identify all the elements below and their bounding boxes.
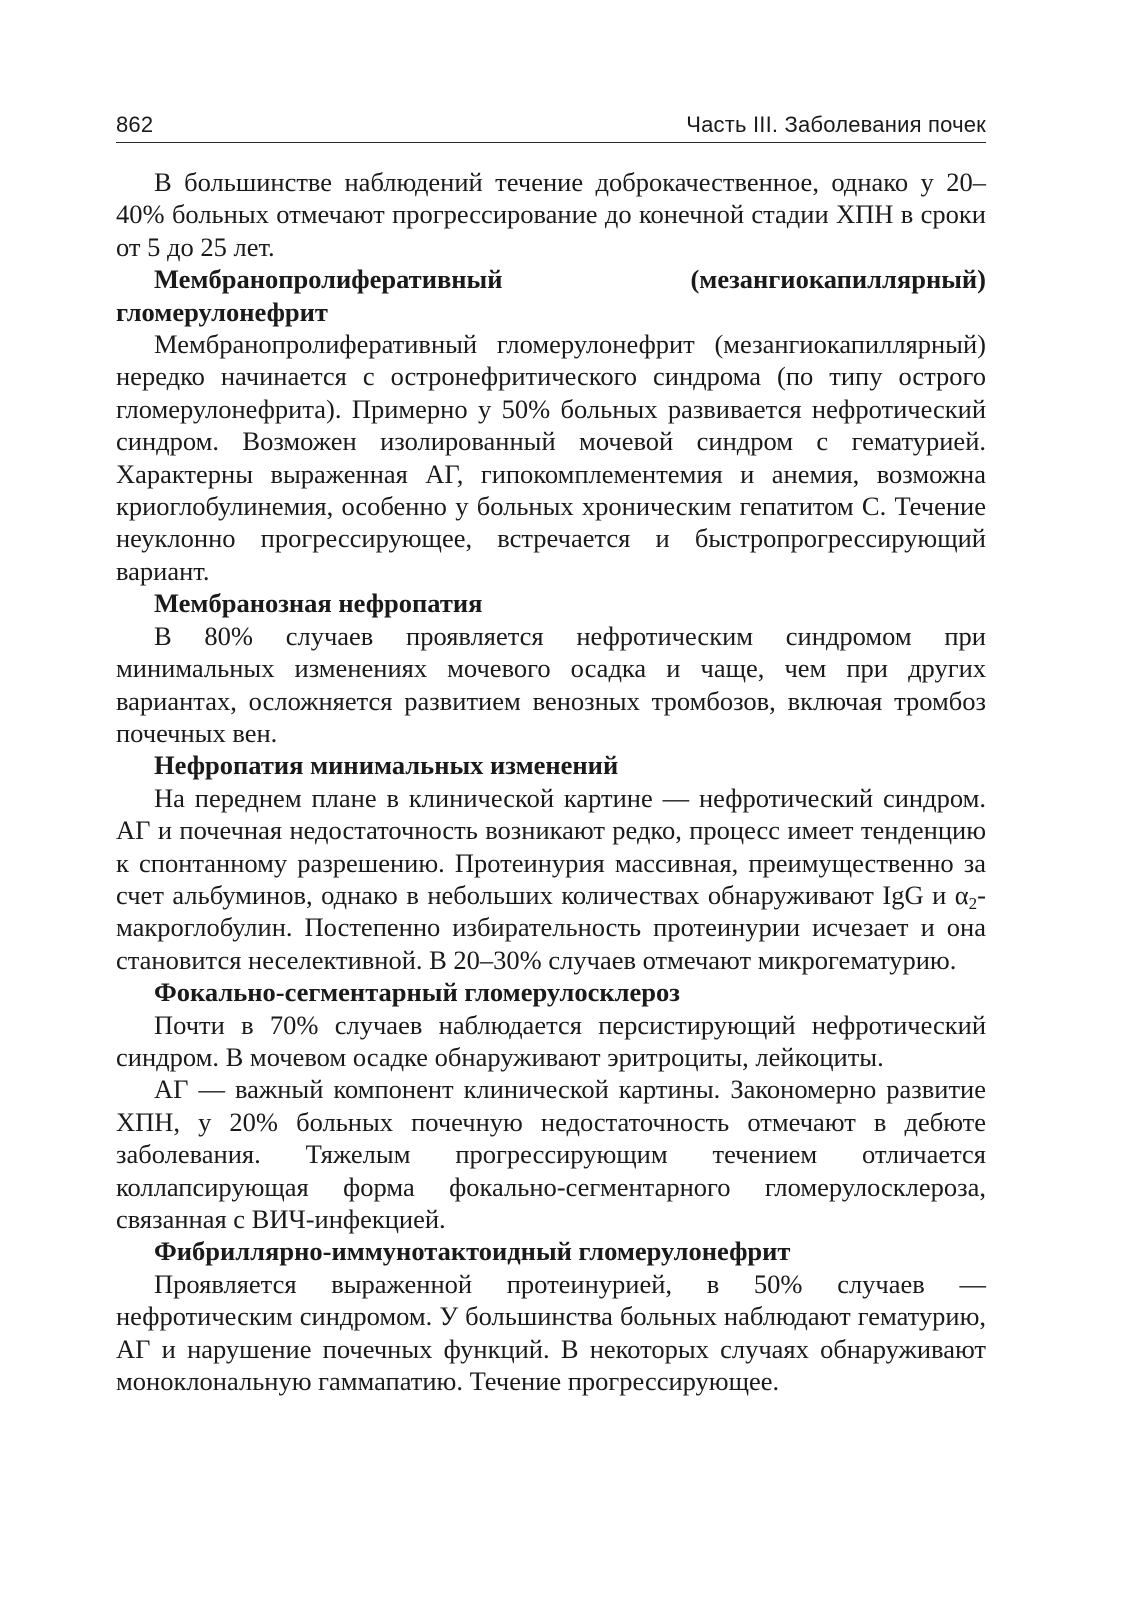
paragraph-part-1: На переднем плане в клинической картине — нефротический синдром. АГ и почечная недостаточность возникают редко, процесс имеет тенденцию к спонтанному разрешению. Протеинурия массивная, преимущественно за счет альбуминов, однако в небольших количествах обнаруживают IgG и α — [116, 782, 986, 910]
intro-paragraph: В большинстве наблюдений течение доброкачественное, однако у 20–40% больных отмечают прогрессирование до конечной стадии ХПН в сроки от 5 до 25 лет. — [116, 167, 986, 262]
paragraph-fibrillary-immunotactoid-gn: Проявляется выраженной протеинурией, в 50% случаев — нефротическим синдромом. У большинства больных наблюдают гематурию, АГ и нарушение почечных функций. В некоторых случаях обнаруживают моноклональную гаммапатию. Течение прогрессирующее. — [116, 1268, 986, 1397]
heading-membranous-nephropathy: Мембранозная нефропатия — [154, 588, 483, 619]
subscript-2: 2 — [968, 893, 978, 913]
paragraph-part-2: -макроглобулин. Постепенно избирательность протеинурии исчезает и она становится неселективной. В 20–30% случаев отмечают микрогематурию. — [116, 879, 986, 975]
paragraph-membranous-nephropathy: В 80% случаев проявляется нефротическим синдромом при минимальных изменениях мочевого осадка и чаще, чем при других вариантах, осложняется развитием венозных тромбозов, включая тромбоз почечных вен. — [116, 620, 986, 748]
heading-minimal-change-nephropathy: Нефропатия минимальных изменений — [154, 750, 619, 781]
paragraph-fsgs-1: Почти в 70% случаев наблюдается персистирующий нефротический синдром. В мочевом осадке обнаруживают эритроциты, лейкоциты. — [116, 1009, 986, 1072]
heading-membranoproliferative-gn: Мембранопролиферативный (мезангиокапиллярный) гломерулонефрит — [116, 264, 986, 327]
heading-fsgs: Фокально-сегментарный гломерулосклероз — [154, 977, 680, 1008]
page-header — [116, 108, 986, 143]
page-number: 862 — [116, 112, 154, 137]
paragraph-minimal-change-nephropathy — [116, 782, 986, 976]
paragraph-membranoproliferative-gn: Мембранопролиферативный гломерулонефрит (мезангиокапиллярный) нередко начинается с остронефритического синдрома (по типу острого гломерулонефрита). Примерно у 50% больных развивается нефротический синдром. Возможен изолированный мочевой синдром с гематурией. Характерны выраженная АГ, гипокомплементемия и анемия, возможна криоглобулинемия, особенно у больных хроническим гепатитом С. Течение неуклонно прогрессирующее, встречается и быстропрогрессирующий вариант. — [116, 329, 986, 586]
page-body — [116, 166, 986, 1397]
paragraph-fsgs-2: АГ — важный компонент клинической картины. Закономерно развитие ХПН, у 20% больных почечную недостаточность отмечают в дебюте заболевания. Тяжелым прогрессирующим течением отличается коллапсирующая форма фокально-сегментарного гломерулосклероза, связанная с ВИЧ-инфекцией. — [116, 1074, 986, 1234]
running-head: Часть III. Заболевания почек — [686, 112, 986, 137]
heading-fibrillary-immunotactoid-gn: Фибриллярно-иммунотактоидный гломерулонефрит — [154, 1236, 791, 1267]
